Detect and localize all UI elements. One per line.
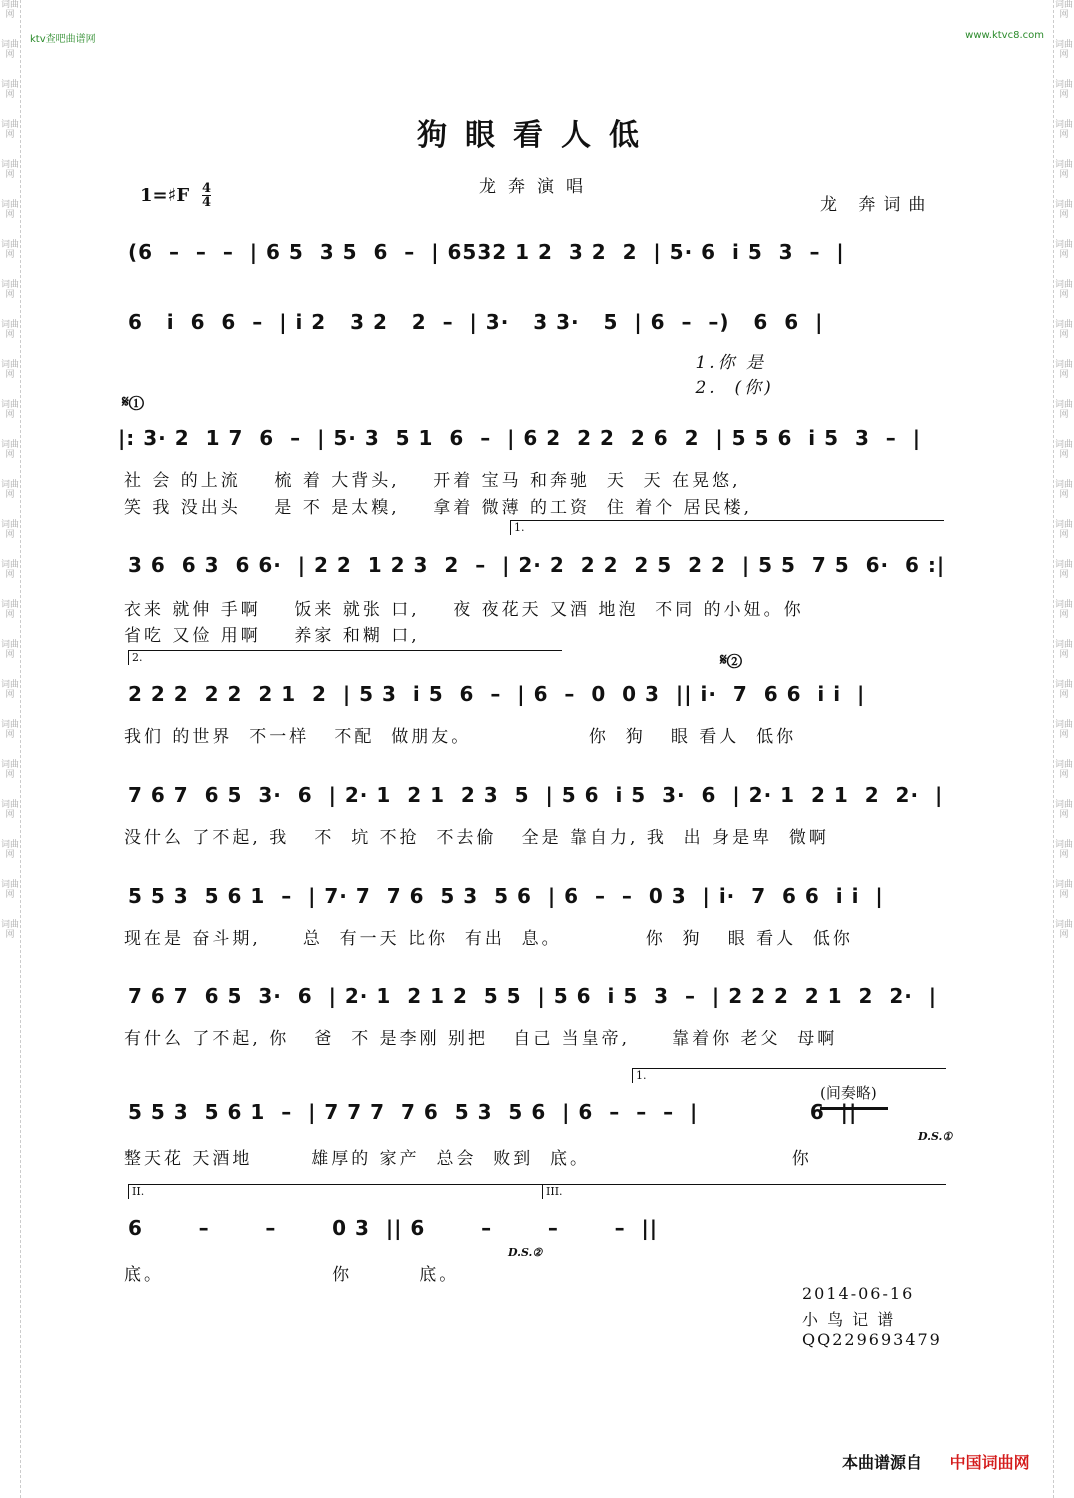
lyric-row-10: 底。 你 底。 xyxy=(124,1265,460,1285)
transcriber-qq: QQ229693479 xyxy=(802,1330,942,1349)
score-row-1: (6 – – – | 6 5 3 5 6 – | 6532 1 2 3 2 2 | 5· 6 i 5 3 – | xyxy=(128,240,845,264)
score-row-6: 7 6 7 6 5 3· 6 | 2· 1 2 1 2 3 5 | 5 6 i 5 3· 6 | 2· 1 2 1 2 2· | xyxy=(128,783,944,807)
score-row-10: 6 – – 0 3 || 6 – – – || xyxy=(128,1216,659,1240)
volta-1-bracket: 1. xyxy=(510,520,944,535)
lyric-row-2b: 2. (你) xyxy=(124,378,774,398)
time-signature xyxy=(202,182,211,209)
lyric-row-2a: 1.你 是 xyxy=(124,353,767,373)
score-row-8: 7 6 7 6 5 3· 6 | 2· 1 2 1 2 5 5 | 5 6 i 5 3 – | 2 2 2 2 1 2 2· | xyxy=(128,984,938,1008)
volta-iii-bracket: III. xyxy=(542,1184,946,1199)
score-row-5: 2 2 2 2 2 2 1 2 | 5 3 i 5 6 – | 6 – 0 0 3 || i· 7 6 6 i i | xyxy=(128,682,866,706)
segno-2-mark: 𝄋② xyxy=(720,650,742,669)
lyric-row-4b: 省吃 又俭 用啊 养家 和糊 口, xyxy=(124,626,420,646)
score-row-2: 6 i 6 6 – | i 2 3 2 2 – | 3· 3 3· 5 | 6 – –) 6 6 | xyxy=(128,310,824,334)
score-row-9: 5 5 3 5 6 1 – | 7 7 7 7 6 5 3 5 6 | 6 – – – | 6 || xyxy=(128,1100,858,1124)
volta-2-bracket: 2. xyxy=(128,650,562,665)
song-title: 狗眼看人低 xyxy=(417,118,657,153)
footer-source xyxy=(842,1450,1030,1473)
score-row-3: |: 3· 2 1 7 6 – | 5· 3 5 1 6 – | 6 2 2 2 2 6 2 | 5 5 6 i 5 3 – | xyxy=(118,426,922,450)
volta-ii-bracket: II. xyxy=(128,1184,542,1199)
lyric-row-3a: 社 会 的上流 梳 着 大背头, 开着 宝马 和奔驰 天 天 在晃悠, xyxy=(124,471,741,491)
lyric-row-3b: 笑 我 没出头 是 不 是太糗, 拿着 微薄 的工资 住 着个 居民楼, xyxy=(124,498,753,518)
score-row-4: 3 6 6 3 6 6· | 2 2 1 2 3 2 – | 2· 2 2 2 2 5 2 2 | 5 5 7 5 6· 6 :| xyxy=(128,553,946,577)
footer-brand-link[interactable]: 中国词曲网 xyxy=(949,1453,1030,1472)
lyric-row-7: 现在是 奋斗期, 总 有一天 比你 有出 息。 你 狗 眼 看人 低你 xyxy=(124,929,853,949)
composer-credit: 龙 奔词曲 xyxy=(820,195,934,215)
lyric-row-9: 整天花 天酒地 雄厚的 家产 总会 败到 底。 你 xyxy=(124,1149,812,1169)
lyric-row-5: 我们 的世界 不一样 不配 做朋友。 你 狗 眼 看人 低你 xyxy=(124,727,797,747)
ds-1-mark: D.S.① xyxy=(918,1130,953,1143)
key-signature: 1=♯F xyxy=(140,185,190,206)
header-site-link-left[interactable]: ktv查吧曲谱网 xyxy=(30,34,96,45)
lyric-row-6: 没什么 了不起, 我 不 坑 不抢 不去偷 全是 靠自力, 我 出 身是卑 微啊 xyxy=(124,828,829,848)
lyric-row-4a: 衣来 就伸 手啊 饭来 就张 口, 夜 夜花天 又酒 地泡 不同 的小妞。你 xyxy=(124,600,804,620)
footer-source-label: 本曲谱源自 xyxy=(842,1453,923,1472)
lyric-row-8: 有什么 了不起, 你 爸 不 是李刚 别把 自己 当皇帝, 靠着你 老父 母啊 xyxy=(124,1029,838,1049)
score-row-7: 5 5 3 5 6 1 – | 7· 7 7 6 5 3 5 6 | 6 – – 0 3 | i· 7 6 6 i i | xyxy=(128,884,884,908)
volta-final-1-bracket: 1. xyxy=(632,1068,946,1083)
transcriber-name: 小 鸟 记 谱 xyxy=(802,1310,896,1329)
ds-2-mark: D.S.② xyxy=(508,1246,543,1259)
meter-top: 4 xyxy=(202,181,212,196)
header-site-link-right[interactable]: www.ktvc8.com xyxy=(965,30,1044,41)
transcription-date: 2014-06-16 xyxy=(802,1284,915,1303)
meter-bottom: 4 xyxy=(202,195,212,210)
interlude-label: (间奏略) xyxy=(820,1084,877,1102)
singer-credit: 龙奔演唱 xyxy=(479,177,595,197)
segno-1-mark: 𝄋① xyxy=(122,392,144,411)
right-watermark-strip: 词曲网 词曲网 词曲网 词曲网 词曲网 词曲网 词曲网 词曲网 词曲网 词曲网 词曲网 词曲网 词曲网 词曲网 词曲网 词曲网 词曲网 词曲网 词曲网 词曲网 词曲网 词曲网 词曲网 词曲网 xyxy=(1053,0,1074,1498)
left-watermark-strip: 词曲网 词曲网 词曲网 词曲网 词曲网 词曲网 词曲网 词曲网 词曲网 词曲网 词曲网 词曲网 词曲网 词曲网 词曲网 词曲网 词曲网 词曲网 词曲网 词曲网 词曲网 词曲网 词曲网 词曲网 xyxy=(0,0,21,1498)
